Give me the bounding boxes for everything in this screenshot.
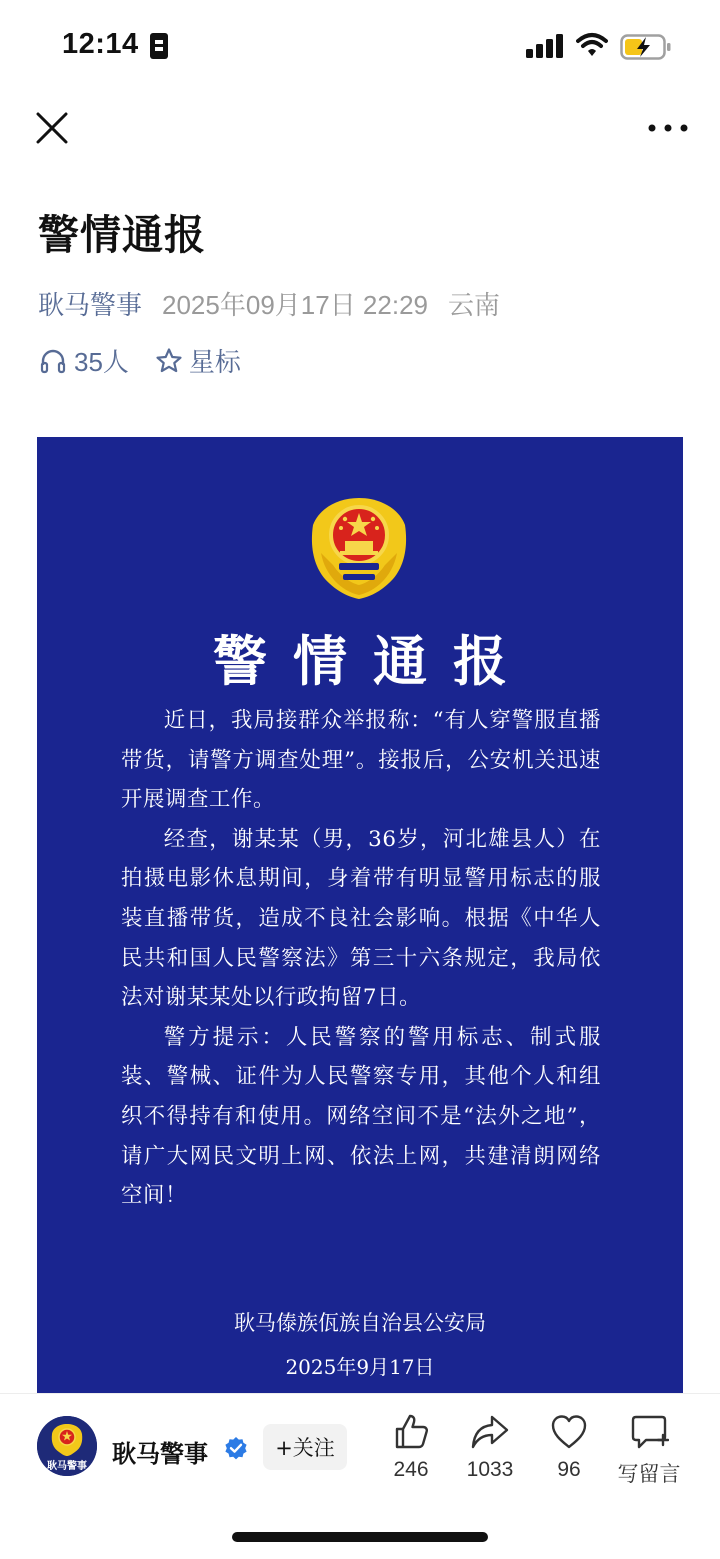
verified-badge-icon xyxy=(224,1436,248,1460)
more-options-icon[interactable] xyxy=(646,114,690,142)
wifi-icon xyxy=(576,32,608,58)
poster-body xyxy=(121,701,601,1216)
star-icon xyxy=(155,347,183,375)
police-notice-image xyxy=(37,437,683,1397)
sim-card-icon xyxy=(150,33,168,59)
poster-issuer: 耿马傣族佤族自治县公安局 xyxy=(234,1311,486,1335)
share-count: 1033 xyxy=(466,1458,514,1481)
cellular-signal-icon xyxy=(526,34,564,58)
author-link[interactable]: 耿马警事 xyxy=(38,291,143,321)
poster-date: 2025年9月17日 xyxy=(285,1355,435,1379)
write-comment-button[interactable] xyxy=(609,1412,689,1488)
headphones-icon xyxy=(40,348,66,374)
thumbs-up-icon xyxy=(391,1412,431,1452)
listen-count: 35人 xyxy=(74,347,129,377)
poster-paragraph: 近日，我局接群众举报称：“有人穿警服直播带货，请警方调查处理”。接报后，公安机关迅速开展调查工作。 xyxy=(121,708,601,813)
article-meta xyxy=(38,285,500,322)
share-arrow-icon xyxy=(470,1412,510,1452)
police-badge-icon xyxy=(37,1416,97,1476)
poster-paragraph: 经查，谢某某（男，36岁，河北雄县人）在拍摄电影休息期间，身着带有明显警用标志的服装直播带货，造成不良社会影响。根据《中华人民共和国人民警察法》第三十六条规定，我局依法对谢某某处以行政拘留7日。 xyxy=(121,826,601,1011)
police-badge-emblem xyxy=(307,495,411,601)
like-count: 246 xyxy=(393,1458,429,1481)
share-button[interactable] xyxy=(450,1412,530,1482)
heart-icon xyxy=(549,1412,589,1452)
publish-datetime: 2025年09月17日 22:29 xyxy=(162,290,428,320)
battery-charging-icon xyxy=(620,34,672,60)
poster-paragraph: 警方提示：人民警察的警用标志、制式服装、警械、证件为人民警察专用，其他个人和组织不得持有和使用。网络空间不是“法外之地”，请广大网民文明上网、依法上网，共建清朗网络空间！ xyxy=(121,1024,601,1209)
star-label: 星标 xyxy=(188,348,241,378)
star-button[interactable] xyxy=(155,342,241,379)
write-comment-label: 写留言 xyxy=(617,1463,681,1486)
close-icon[interactable] xyxy=(34,110,70,146)
account-name[interactable]: 耿马警事 xyxy=(112,1440,208,1468)
status-time: 12:14 xyxy=(62,28,139,60)
publish-location: 云南 xyxy=(447,291,500,321)
home-indicator[interactable] xyxy=(232,1532,488,1542)
avatar-caption: 耿马警事 xyxy=(47,1461,87,1472)
follow-button[interactable]: +关注 xyxy=(263,1424,347,1470)
favorite-button[interactable] xyxy=(529,1412,609,1482)
comment-add-icon xyxy=(629,1412,669,1452)
account-avatar[interactable] xyxy=(37,1416,97,1476)
article-stats xyxy=(40,342,241,379)
like-button[interactable] xyxy=(371,1412,451,1482)
article-title: 警情通报 xyxy=(38,211,206,259)
favorite-count: 96 xyxy=(557,1458,581,1481)
status-bar xyxy=(0,0,720,96)
poster-title: 警情通报 xyxy=(213,629,533,693)
